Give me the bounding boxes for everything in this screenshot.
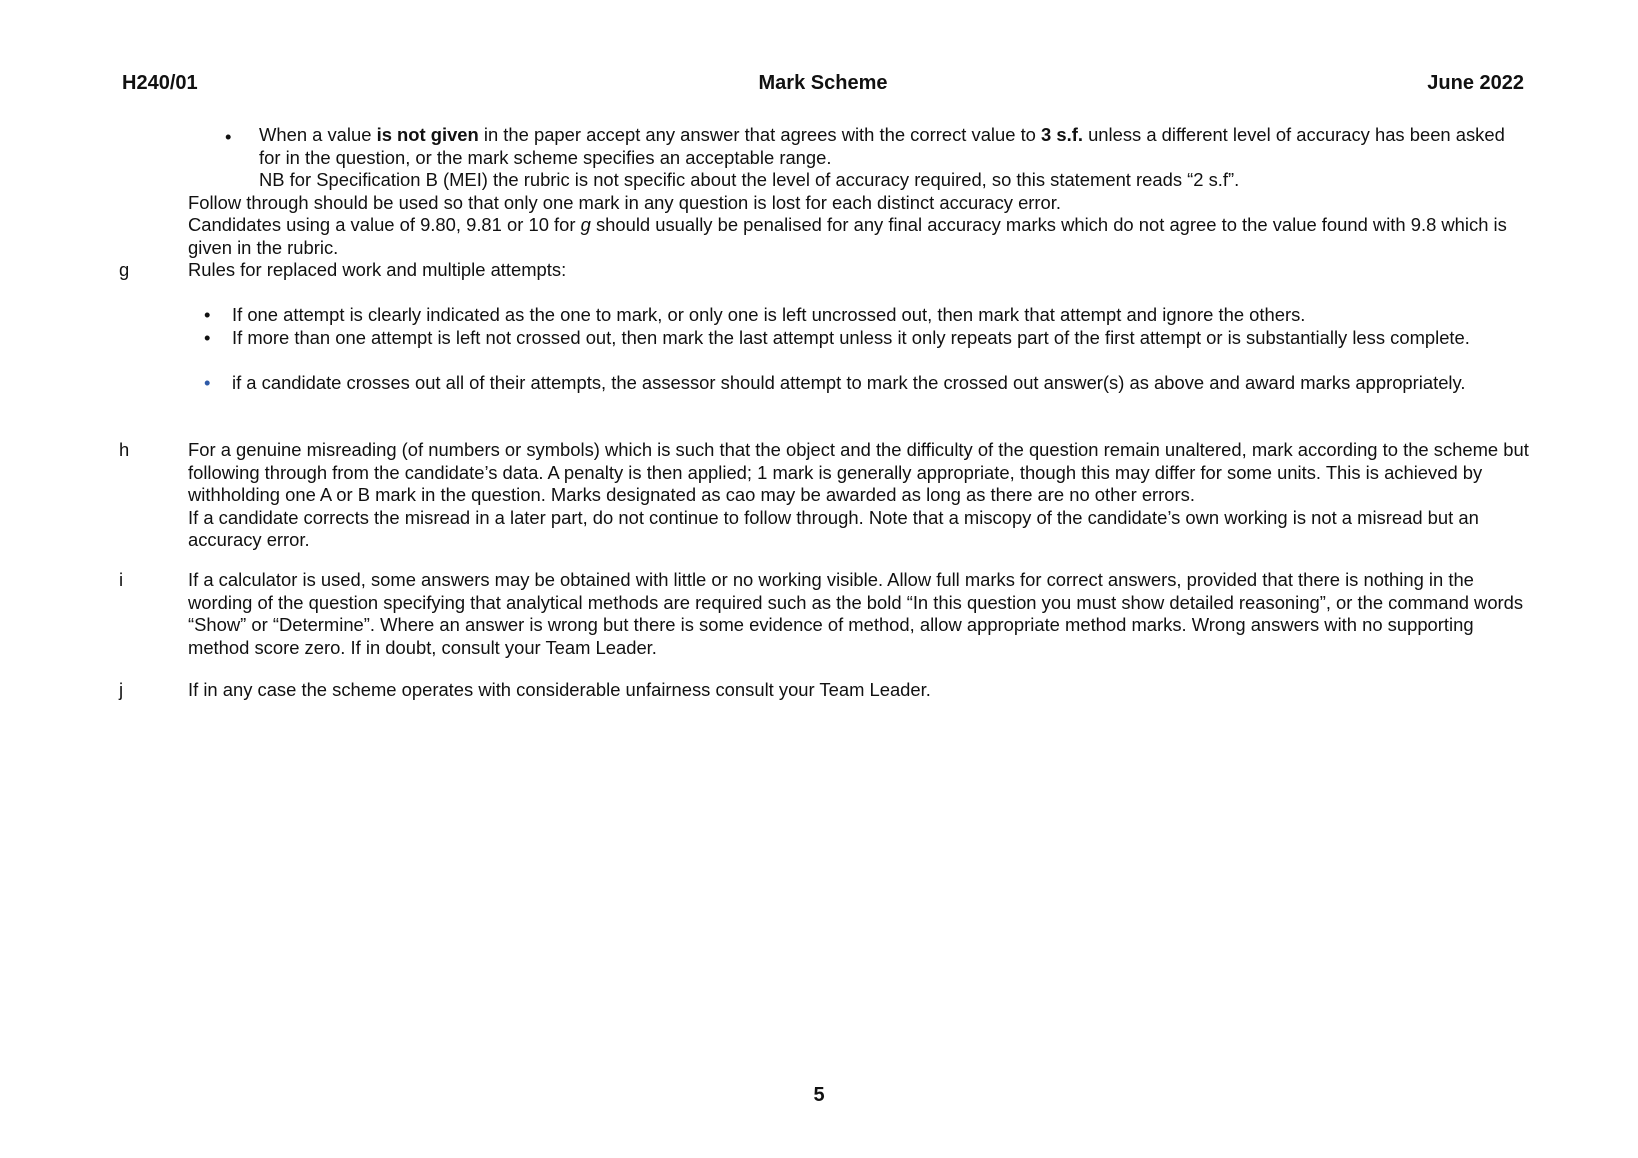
section-letter-i: i [119, 569, 124, 590]
bullet-marker: • [204, 304, 211, 325]
follow-through-paragraph: Follow through should be used so that only one mark in any question is lost for each distinct accuracy error. [188, 192, 1061, 213]
unfairness-paragraph: If in any case the scheme operates with considerable unfairness consult your Team Leader. [188, 679, 931, 700]
gravity-symbol: g [580, 214, 591, 235]
misread-paragraph: For a genuine misreading (of numbers or symbols) which is such that the object and the difficulty of the question remain unaltered, mark according to the scheme but following through from the candidate’s data. A penalty is then applied; 1 mark is generally appropriate, though this may differ for some units. This is achieved by withholding one A or B mark in the question. Marks designated as cao may be awarded as long as there are no other errors. If a candidate corrects the misread in a later part, do not continue to follow through. Note that a miscopy of the candidate’s own working is not a misread but an accuracy error. [188, 439, 1529, 550]
section-letter-h: h [119, 439, 130, 460]
page-number: 5 [813, 1084, 825, 1106]
page-title: Mark Scheme [758, 72, 888, 94]
bullet-marker: • [204, 327, 211, 348]
emphasis-not-given: is not given [376, 124, 479, 145]
section-letter-g: g [119, 259, 130, 280]
attempt-rule-3: if a candidate crosses out all of their attempts, the assessor should attempt to mark the crossed out answer(s) as above and award marks appropriately. [232, 372, 1466, 393]
gravity-value-paragraph: Candidates using a value of 9.80, 9.81 or 10 for g should usually be penalised for any final accuracy marks which do not agree to the value found with 9.8 which is given in the rubric. [188, 214, 1507, 258]
exam-date: June 2022 [1427, 72, 1524, 94]
accuracy-bullet-text: When a value is not given in the paper accept any answer that agrees with the correct value to 3 s.f. unless a different level of accuracy has been asked for in the question, or the mark scheme specifies an acceptable range. NB for Specification B (MEI) the rubric is not specific about the level of accuracy required, so this statement reads “2 s.f”. [259, 124, 1505, 190]
attempt-rule-1: If one attempt is clearly indicated as the one to mark, or only one is left uncrossed out, then mark that attempt and ignore the others. [232, 304, 1306, 325]
nb-line: NB for Specification B (MEI) the rubric is not specific about the level of accuracy required, so this statement reads “2 s.f”. [259, 169, 1240, 190]
page-header [122, 72, 1524, 98]
attempt-rule-2: If more than one attempt is left not crossed out, then mark the last attempt unless it only repeats part of the first attempt or is substantially less complete. [232, 327, 1470, 348]
paper-code: H240/01 [122, 72, 198, 94]
calculator-paragraph: If a calculator is used, some answers may be obtained with little or no working visible. Allow full marks for correct answers, provided that there is nothing in the wording of the question specifying that analytical methods are required such as the bold “In this question you must show detailed reasoning”, or the command words “Show” or “Determine”. Where an answer is wrong but there is some evidence of method, allow appropriate method marks. Wrong answers with no supporting method score zero. If in doubt, consult your Team Leader. [188, 569, 1524, 658]
emphasis-sig-figs: 3 s.f. [1041, 124, 1083, 145]
section-letter-j: j [119, 679, 124, 700]
bullet-marker: • [225, 126, 232, 147]
bullet-marker-blue: • [204, 372, 211, 393]
section-g-intro: Rules for replaced work and multiple attempts: [188, 259, 567, 280]
